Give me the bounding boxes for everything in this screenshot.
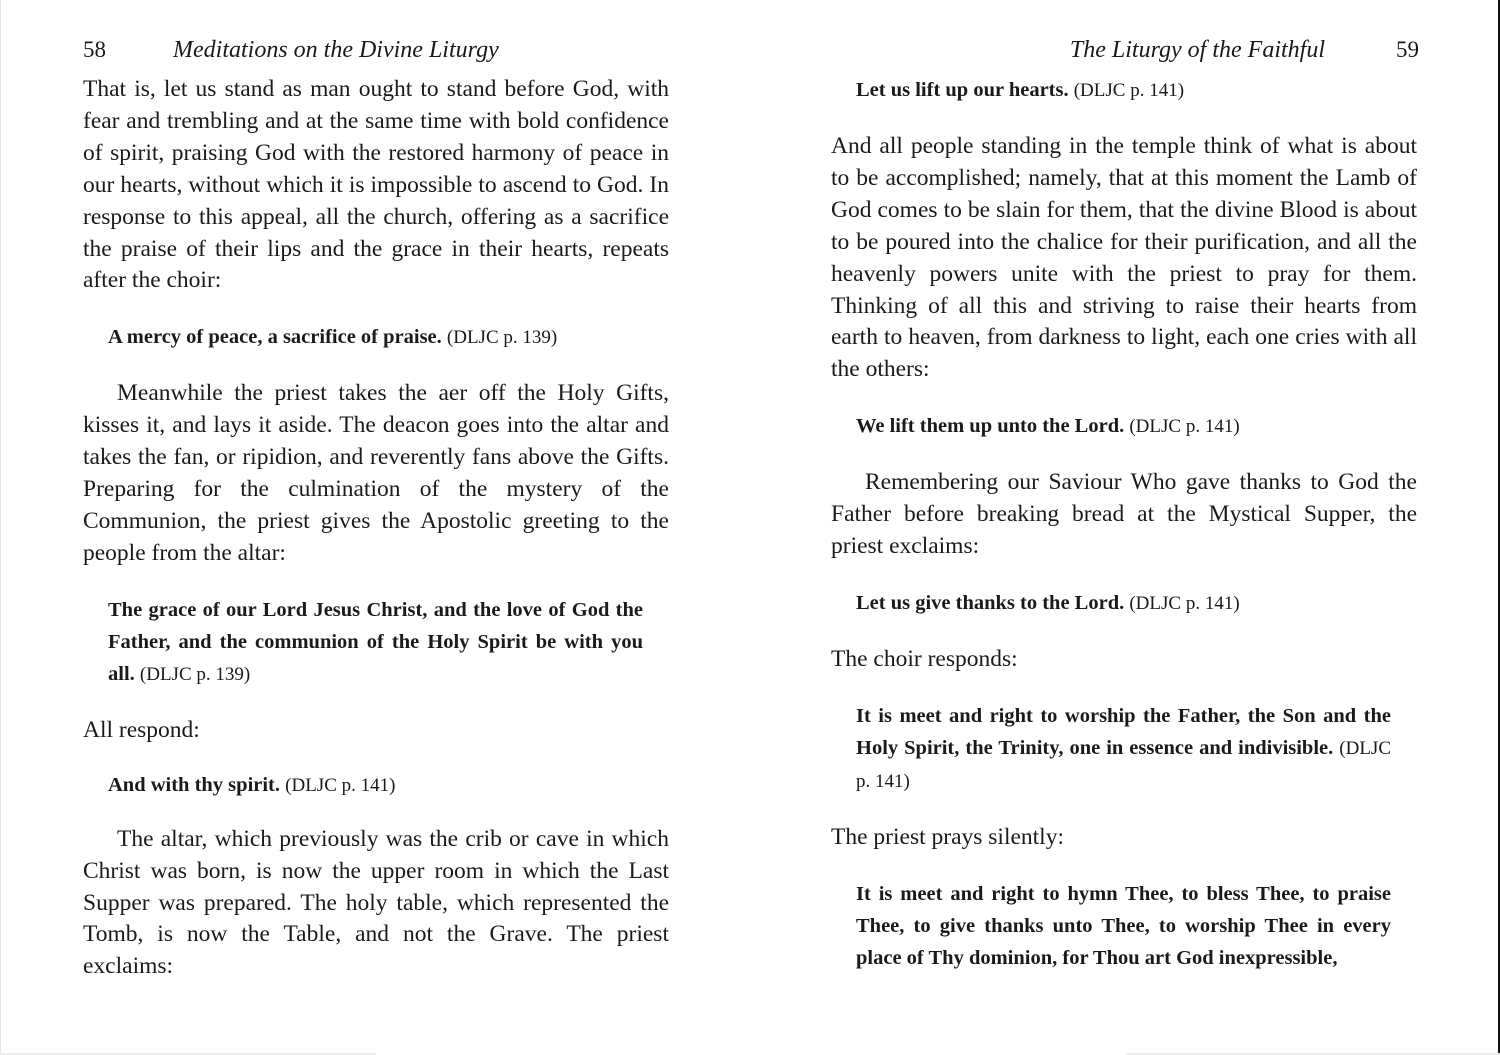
page-edge-left bbox=[0, 0, 1, 1055]
right-page bbox=[831, 0, 1417, 974]
paragraph: The altar, which previously was the crib or cave in which Christ was born, is now the upper room in which the Last Supper was prepared. The holy table, which represented the Tomb, is now the Table, and not the Grave. The priest exclaims: bbox=[83, 825, 669, 980]
liturgical-quote bbox=[831, 587, 1417, 620]
liturgical-quote bbox=[83, 769, 669, 802]
quote-reference: (DLJC p. 141) bbox=[1073, 80, 1185, 101]
liturgical-quote bbox=[831, 74, 1417, 107]
liturgical-quote bbox=[831, 410, 1417, 443]
quote-text: The grace of our Lord Jesus Christ, and the love of God the Father, and the communion of the Holy Spirit be with you all. bbox=[108, 598, 643, 685]
quote-reference: (DLJC p. 139) bbox=[139, 663, 251, 685]
quote-reference: (DLJC p. 141) bbox=[1129, 592, 1240, 614]
left-page bbox=[83, 0, 669, 983]
liturgical-quote bbox=[83, 594, 669, 691]
quote-reference: (DLJC p. 141) bbox=[856, 737, 1392, 792]
quote-text: A mercy of peace, a sacrifice of praise. bbox=[108, 326, 442, 349]
book-title-header: Meditations on the Divine Liturgy bbox=[173, 37, 499, 63]
liturgical-quote bbox=[831, 878, 1417, 974]
paragraph: That is, let us stand as man ought to stand before God, with fear and trembling and at the same time with bold confidence of spirit, praising God with the restored harmony of peace in our hearts, without which it is impossible to ascend to God. In response to this appeal, all the church, offering as a sacrifice the praise of their lips and the grace in their hearts, repeats after the choir: bbox=[83, 76, 669, 294]
running-head-right bbox=[831, 32, 1417, 68]
quote-reference: (DLJC p. 141) bbox=[1129, 416, 1240, 438]
quote-reference: (DLJC p. 141) bbox=[285, 774, 396, 796]
paragraph: Remembering our Saviour Who gave thanks to God the Father before breaking bread at the Mystical Supper, the priest exclaims: bbox=[831, 469, 1417, 560]
left-page-content bbox=[83, 74, 669, 983]
page-number: 58 bbox=[83, 37, 106, 62]
paragraph: The choir responds: bbox=[831, 645, 1018, 672]
quote-text: We lift them up unto the Lord. bbox=[856, 415, 1125, 438]
paragraph: The priest prays silently: bbox=[831, 823, 1064, 850]
paragraph: All respond: bbox=[83, 716, 200, 743]
quote-text: Let us lift up our hearts. bbox=[856, 79, 1069, 101]
paragraph: And all people standing in the temple think of what is about to be accomplished; namely, that at this moment the Lamb of God comes to be slain for them, that the divine Blood is about to be poured into the chalice for their purification, and all the heavenly powers unite with the priest to pray for them. Thinking of all this and striving to raise their hearts from earth to heaven, from darkness to light, each one cries with all the others: bbox=[831, 133, 1417, 383]
liturgical-quote bbox=[831, 700, 1417, 798]
chapter-title-header: The Liturgy of the Faithful bbox=[1069, 37, 1325, 63]
paragraph: Meanwhile the priest takes the aer off the Holy Gifts, kisses it, and lays it aside. The deacon goes into the altar and takes the fan, or ripidion, and reverently fans above the Gifts. Preparing for the culmination of the mystery of the Communion, the priest gives the Apostolic greeting to the people from the altar: bbox=[83, 380, 669, 566]
right-page-content bbox=[831, 74, 1417, 974]
liturgical-quote bbox=[83, 321, 669, 354]
page-number: 59 bbox=[1396, 37, 1419, 62]
quote-reference: (DLJC p. 139) bbox=[446, 327, 558, 349]
quote-text: Let us give thanks to the Lord. bbox=[856, 591, 1125, 614]
quote-text: It is meet and right to hymn Thee, to bless Thee, to praise Thee, to give thanks unto Thee, to worship Thee in every place of Thy dominion, for Thou art God inexpressible, bbox=[856, 882, 1391, 969]
running-head-left bbox=[83, 32, 669, 68]
quote-text: And with thy spirit. bbox=[108, 773, 281, 796]
quote-text: It is meet and right to worship the Father, the Son and the Holy Spirit, the Trinity, one in essence and indivisible. bbox=[856, 704, 1391, 759]
